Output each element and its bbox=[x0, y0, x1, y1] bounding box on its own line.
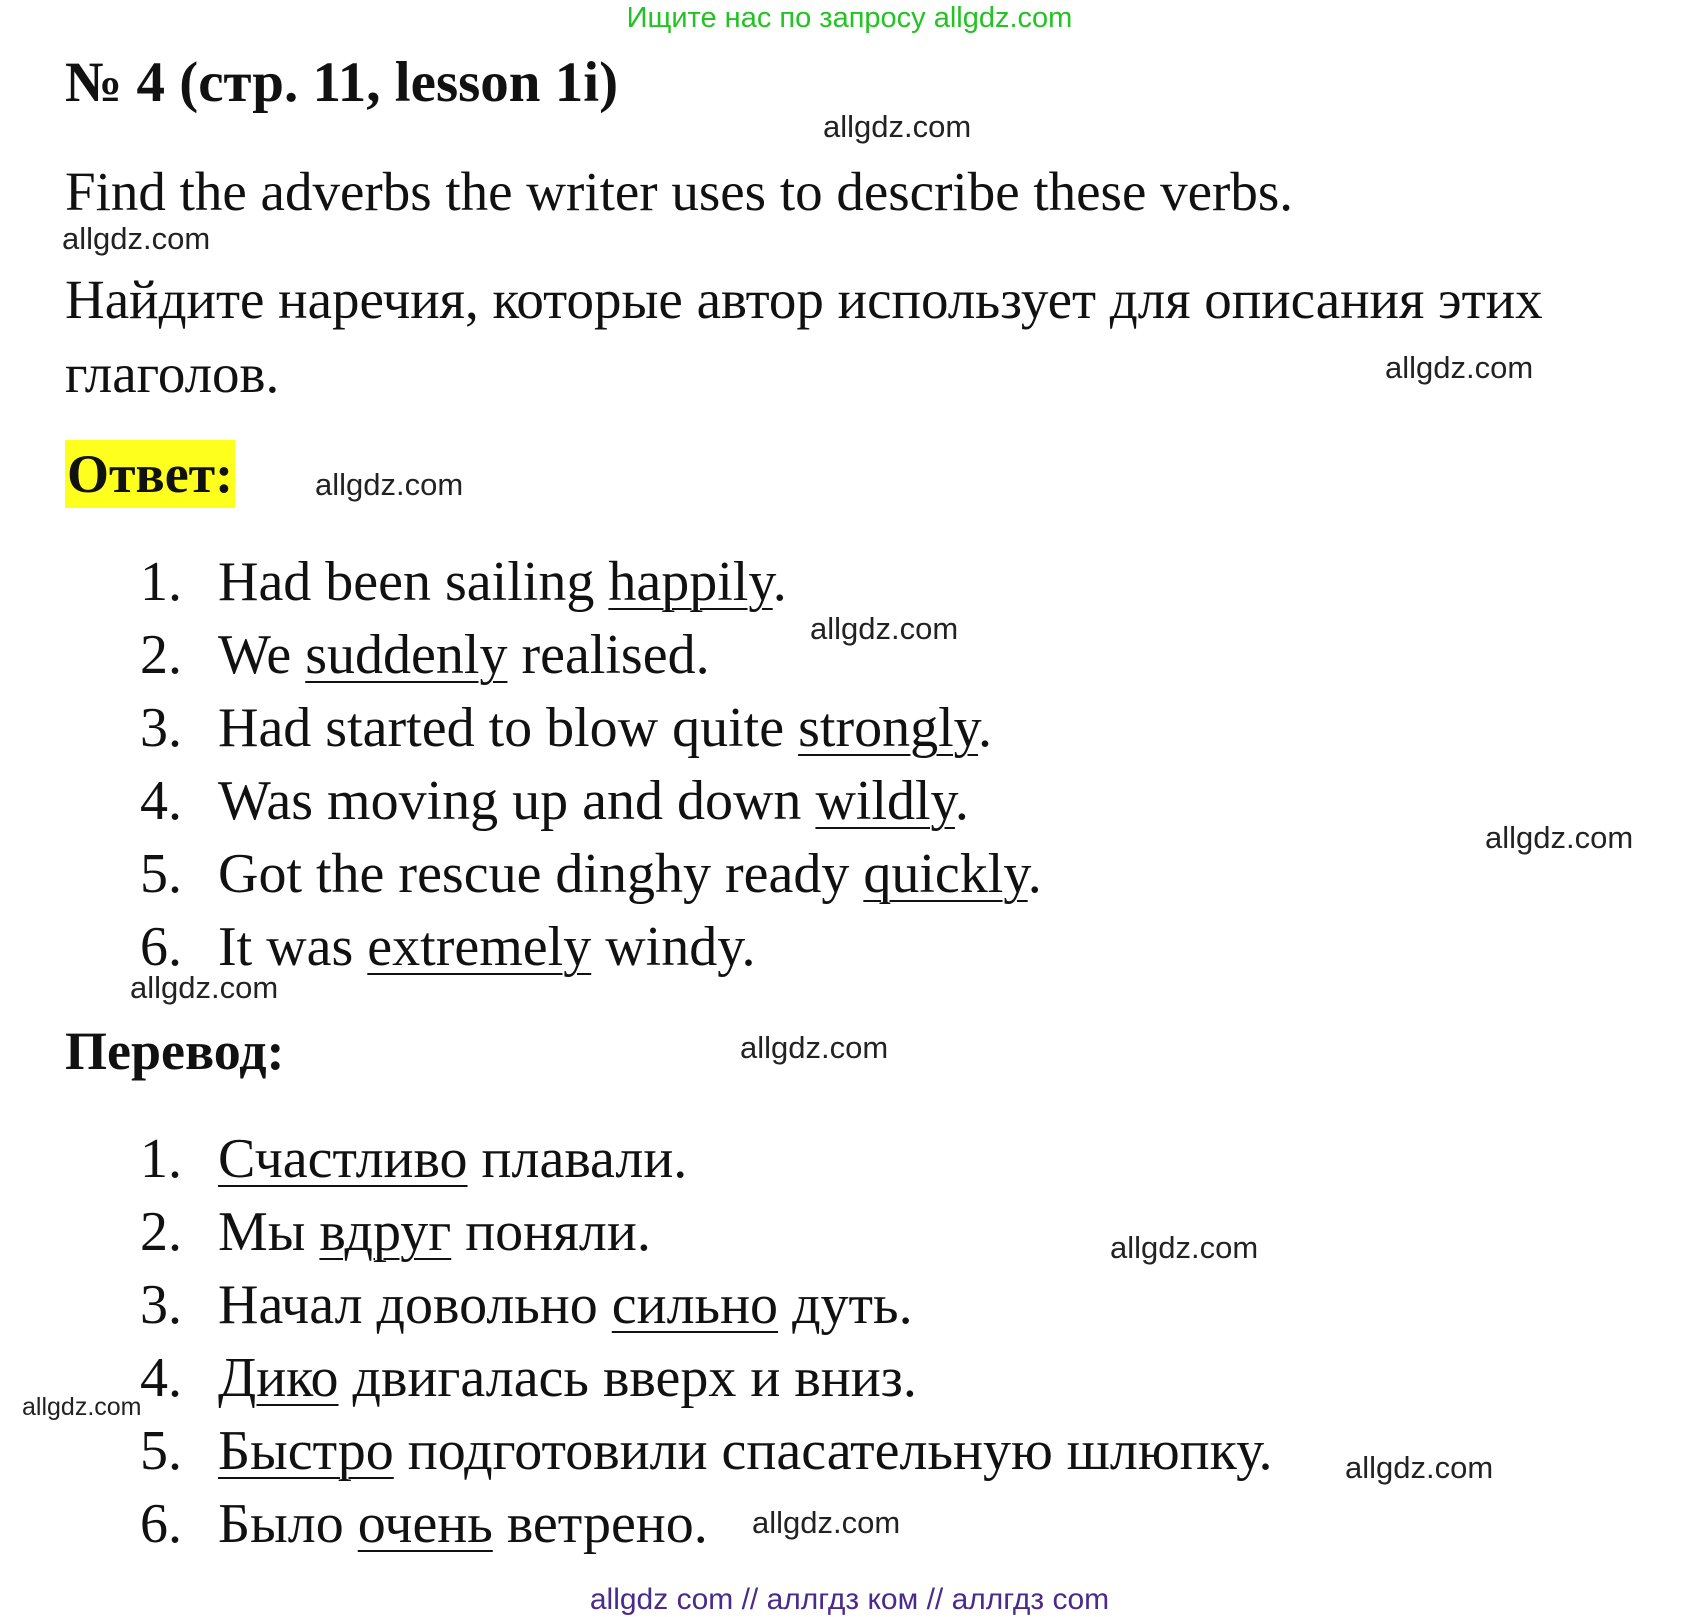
adverb: очень bbox=[357, 1493, 493, 1555]
translation-label: Перевод: bbox=[65, 1021, 285, 1081]
answer-item: 4. Was moving up and down wildly. bbox=[140, 770, 969, 832]
watermark: allgdz.com bbox=[1110, 1230, 1259, 1265]
instruction-russian-line1: Найдите наречия, которые автор использует для описания этих bbox=[65, 269, 1543, 330]
adverb: Счастливо bbox=[218, 1128, 468, 1190]
adverb: happily bbox=[608, 551, 773, 613]
adverb: сильно bbox=[611, 1274, 779, 1336]
adverb: вдруг bbox=[319, 1201, 452, 1263]
watermark: allgdz.com bbox=[810, 611, 959, 646]
answer-item: 3. Had started to blow quite strongly. bbox=[140, 697, 993, 759]
watermark: allgdz.com bbox=[1485, 820, 1634, 855]
adverb: quickly bbox=[863, 843, 1028, 905]
adverb: Дико bbox=[218, 1347, 339, 1409]
adverb: suddenly bbox=[305, 624, 508, 686]
translation-item: 4. Дико двигалась вверх и вниз. bbox=[140, 1347, 917, 1409]
watermark: allgdz.com bbox=[740, 1030, 889, 1065]
translation-item: 2. Мы вдруг поняли. bbox=[140, 1201, 651, 1263]
adverb: extremely bbox=[367, 916, 592, 978]
watermark: allgdz.com bbox=[315, 467, 464, 502]
adverb: strongly bbox=[798, 697, 979, 759]
watermark: allgdz.com bbox=[1385, 350, 1534, 385]
answer-item: 1. Had been sailing happily. bbox=[140, 551, 787, 613]
watermark: allgdz.com bbox=[62, 221, 211, 256]
adverb: Быстро bbox=[218, 1420, 394, 1482]
translation-item: 3. Начал довольно сильно дуть. bbox=[140, 1274, 913, 1336]
watermark: allgdz.com bbox=[752, 1505, 901, 1540]
answer-item: 2. We suddenly realised. bbox=[140, 624, 710, 686]
top-banner: Ищите нас по запросу allgdz.com bbox=[626, 2, 1073, 34]
footer-watermark: allgdz com // аллгдз ком // аллгдз com bbox=[589, 1583, 1110, 1616]
translation-item: 6. Было очень ветрено. bbox=[140, 1493, 708, 1555]
watermark: allgdz.com bbox=[823, 109, 972, 144]
translation-item: 5. Быстро подготовили спасательную шлюпку. bbox=[140, 1420, 1273, 1482]
answer-item: 6. It was extremely windy. bbox=[140, 916, 756, 978]
instruction-english: Find the adverbs the writer uses to describe these verbs. bbox=[65, 161, 1293, 222]
task-title: № 4 (стр. 11, lesson 1i) bbox=[65, 51, 619, 114]
answer-label: Ответ: bbox=[65, 440, 235, 508]
adverb: wildly bbox=[815, 770, 955, 832]
instruction-russian-line2: глаголов. bbox=[65, 343, 280, 404]
translation-item: 1. Счастливо плавали. bbox=[140, 1128, 688, 1190]
watermark: allgdz.com bbox=[1345, 1450, 1494, 1485]
answer-item: 5. Got the rescue dinghy ready quickly. bbox=[140, 843, 1042, 905]
watermark: allgdz.com bbox=[130, 970, 279, 1005]
watermark: allgdz.com bbox=[22, 1393, 142, 1421]
